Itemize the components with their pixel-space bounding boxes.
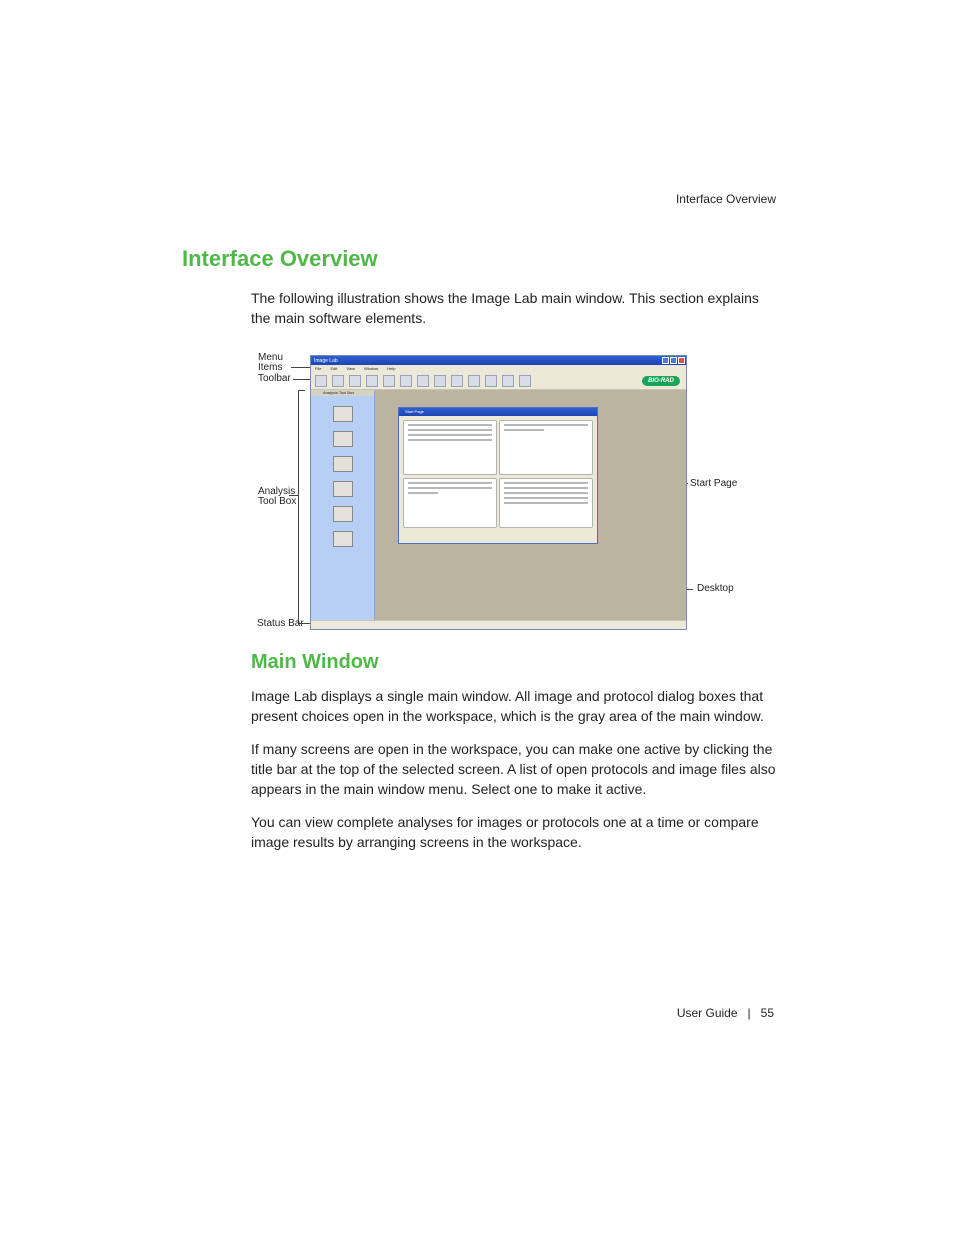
subsection-title: Main Window bbox=[251, 651, 379, 673]
panel-image-files bbox=[403, 478, 497, 528]
close-icon bbox=[678, 357, 685, 364]
page-footer bbox=[677, 1006, 774, 1020]
toolbar-print-icon bbox=[366, 375, 378, 387]
analysis-toolbox bbox=[311, 390, 375, 621]
callout-start-page: Start Page bbox=[690, 478, 738, 489]
toolbar-open-icon bbox=[332, 375, 344, 387]
leader-analysis-toolbox bbox=[289, 495, 298, 496]
start-page-title: Start Page bbox=[399, 408, 597, 416]
toolbar-analysis-table-icon bbox=[434, 375, 446, 387]
toolbar-start-page-icon bbox=[519, 375, 531, 387]
minimize-icon bbox=[662, 357, 669, 364]
footer-separator: | bbox=[747, 1006, 751, 1020]
window-body bbox=[311, 390, 686, 621]
window-title-bar bbox=[311, 356, 686, 365]
menu-item-file: File bbox=[315, 366, 322, 371]
image-lab-window bbox=[310, 355, 687, 630]
toolbar-new-protocol-icon bbox=[315, 375, 327, 387]
window-title: Image Lab bbox=[314, 357, 338, 364]
callout-analysis-line2: Tool Box bbox=[258, 496, 297, 507]
menu-item-window: Window bbox=[363, 366, 379, 371]
callout-toolbar: Toolbar bbox=[258, 373, 291, 384]
toolbar-redo-icon bbox=[417, 375, 429, 387]
leader-toolbar bbox=[293, 379, 310, 380]
callout-menu-items bbox=[258, 353, 283, 373]
toolbox-header: Analysis Tool Box bbox=[311, 390, 374, 396]
toolbar-snapshot-icon bbox=[383, 375, 395, 387]
callout-menu-items-line1: Menu bbox=[258, 352, 284, 363]
toolbox-annotation-icon bbox=[333, 506, 353, 522]
toolbar-report-icon bbox=[485, 375, 497, 387]
callout-analysis-line1: Analysis bbox=[258, 486, 296, 497]
menu-item-edit: Edit bbox=[330, 366, 338, 371]
page-number: 55 bbox=[760, 1006, 774, 1020]
toolbox-quantity-icon bbox=[333, 481, 353, 497]
toolbox-volume-icon bbox=[333, 531, 353, 547]
menu-bar bbox=[311, 365, 686, 372]
callout-status-bar: Status Bar bbox=[257, 618, 304, 629]
toolbar-tutorials-icon bbox=[502, 375, 514, 387]
callout-menu-items-line2: Items bbox=[258, 362, 283, 373]
toolbox-mw-analysis-icon bbox=[333, 456, 353, 472]
toolbar-standard-curve-icon bbox=[468, 375, 480, 387]
toolbar bbox=[311, 372, 686, 390]
status-bar bbox=[311, 620, 686, 629]
toolbox-lane-band-icon bbox=[333, 431, 353, 447]
bracket-toolbox bbox=[298, 390, 305, 624]
bio-rad-logo: BIO-RAD bbox=[642, 376, 680, 386]
footer-guide: User Guide bbox=[676, 1006, 738, 1020]
callout-analysis-toolbox bbox=[258, 487, 296, 507]
leader-menu-items bbox=[291, 367, 310, 368]
paragraph-2: If many screens are open in the workspace, you can make one active by clicking the title bar at the top of the selected screen. A list of open protocols and image files also appears in the main window menu. Select one to make it active. bbox=[251, 741, 776, 797]
callout-desktop: Desktop bbox=[697, 583, 734, 594]
panel-recent-protocols bbox=[499, 420, 593, 475]
panel-recent-image-files bbox=[499, 478, 593, 528]
toolbar-save-icon bbox=[349, 375, 361, 387]
running-head: Interface Overview bbox=[675, 192, 776, 206]
toolbar-lane-profile-icon bbox=[451, 375, 463, 387]
interface-figure bbox=[255, 350, 745, 635]
intro-paragraph: The following illustration shows the Image Lab main window. This section explains the main software elements. bbox=[251, 290, 759, 326]
toolbox-image-tools-icon bbox=[333, 406, 353, 422]
maximize-icon bbox=[670, 357, 677, 364]
menu-item-help: Help bbox=[387, 366, 396, 371]
paragraph-3: You can view complete analyses for images or protocols one at a time or compare image results by arranging screens in the workspace. bbox=[251, 814, 759, 850]
desktop-workspace bbox=[375, 390, 686, 621]
section-title: Interface Overview bbox=[182, 246, 378, 271]
toolbar-undo-icon bbox=[400, 375, 412, 387]
menu-item-view: View bbox=[346, 366, 355, 371]
panel-protocols bbox=[403, 420, 497, 475]
paragraph-1: Image Lab displays a single main window. All image and protocol dialog boxes that present choices open in the workspace, which is the gray area of the main window. bbox=[251, 688, 764, 724]
start-page-dialog bbox=[398, 407, 598, 544]
